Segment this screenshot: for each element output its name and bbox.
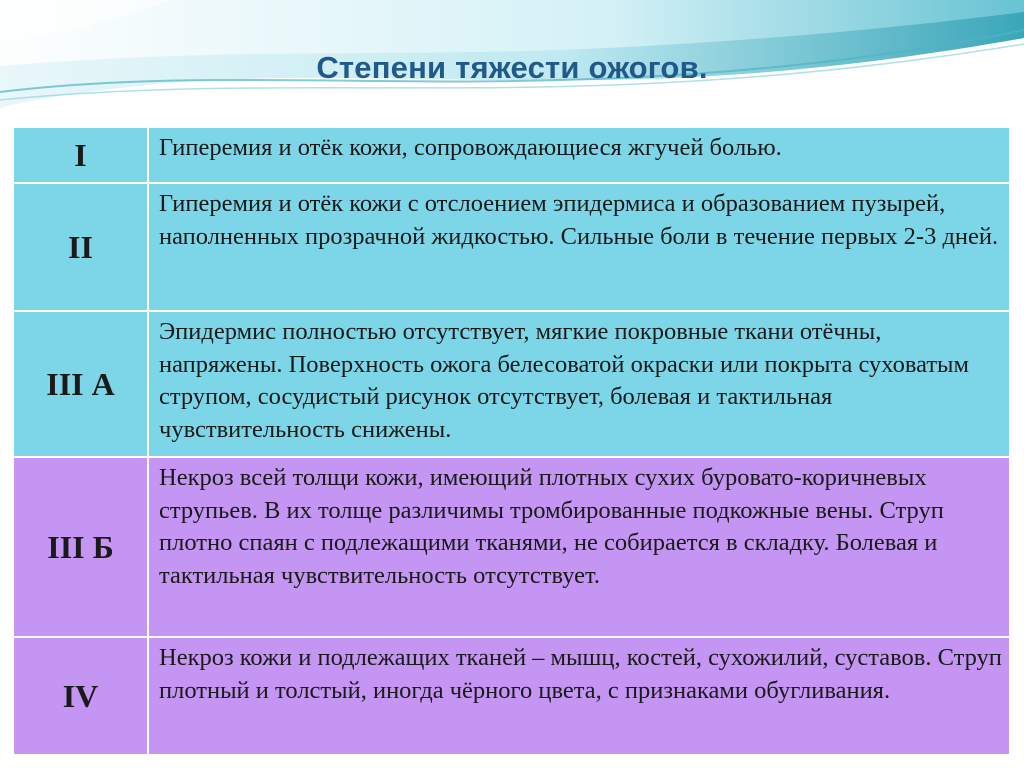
grade-cell: II	[13, 183, 148, 311]
table-row	[13, 457, 1010, 637]
description-cell: Некроз кожи и подлежащих тканей – мышц, костей, сухожилий, суставов. Струп плотный и толстый, иногда чёрного цвета, с признаками обугливания.	[148, 637, 1010, 755]
grade-cell: III Б	[13, 457, 148, 637]
burn-degrees-table	[12, 126, 1011, 756]
table-row	[13, 311, 1010, 457]
table-row	[13, 637, 1010, 755]
table-row	[13, 183, 1010, 311]
description-cell: Гиперемия и отёк кожи с отслоением эпидермиса и образованием пузырей, наполненных прозрачной жидкостью. Сильные боли в течение первых 2-3 дней.	[148, 183, 1010, 311]
page-title: Степени тяжести ожогов.	[316, 50, 708, 85]
description-cell: Гиперемия и отёк кожи, сопровождающиеся жгучей болью.	[148, 127, 1010, 183]
grade-cell: III А	[13, 311, 148, 457]
description-cell: Некроз всей толщи кожи, имеющий плотных сухих буровато-коричневых струпьев. В их толще различимы тромбированные подкожные вены. Струп плотно спаян с подлежащими тканями, не собирается в складку. Болевая и тактильная чувствительность отсутствует.	[148, 457, 1010, 637]
grade-cell: IV	[13, 637, 148, 755]
description-cell: Эпидермис полностью отсутствует, мягкие покровные ткани отёчны, напряжены. Поверхность ожога белесоватой окраски или покрыта суховатым струпом, сосудистый рисунок отсутствует, болевая и тактильная чувствительность снижены.	[148, 311, 1010, 457]
grade-cell: I	[13, 127, 148, 183]
table-row	[13, 127, 1010, 183]
